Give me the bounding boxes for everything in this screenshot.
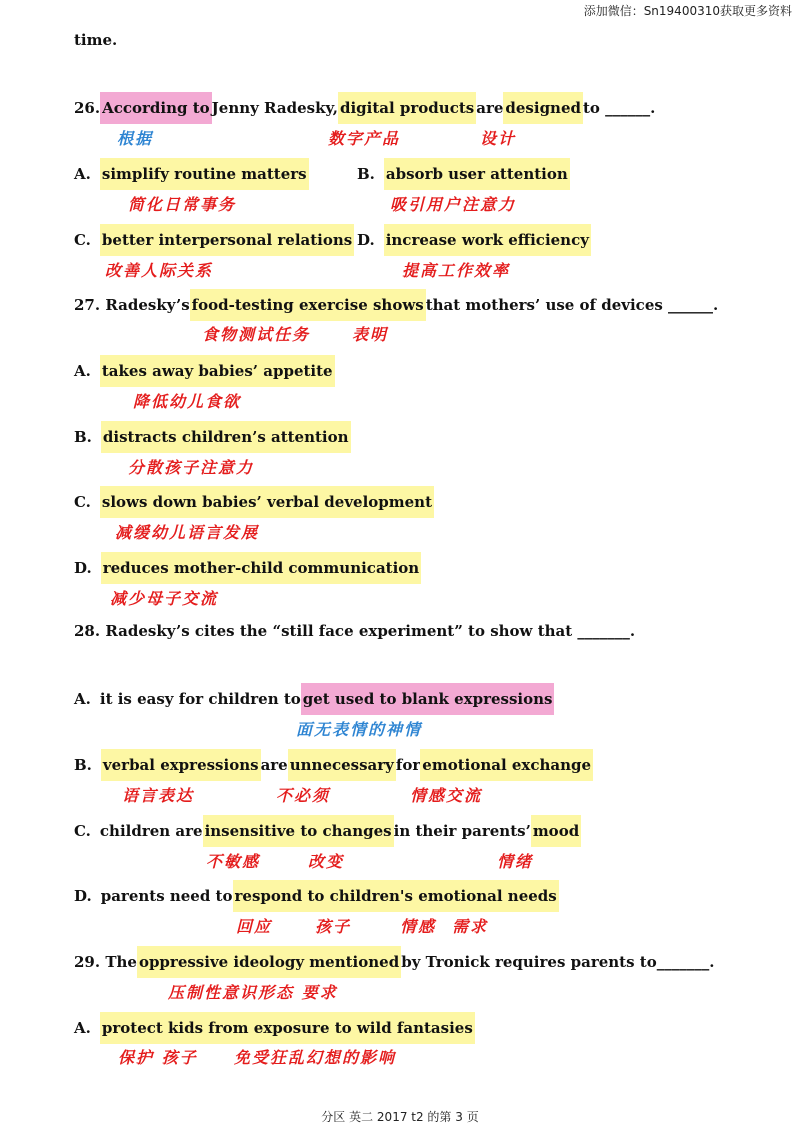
page-footer: 分区 英二 2017 t2 的第 3 页 <box>321 1110 479 1124</box>
top-line: time. <box>74 31 118 49</box>
q28-note-d3: 情感 <box>400 917 437 936</box>
q27-option-d: D. reduces mother-child communication <box>74 552 421 578</box>
q26-note-digital: 数字产品 <box>328 129 401 148</box>
q28-stem: 28. Radesky’s cites the “still face experiment” to show that _______. <box>74 622 636 640</box>
q28-note-b2: 不必须 <box>276 786 331 805</box>
q28-note-c1: 不敏感 <box>206 852 261 871</box>
q28-option-c: C. children areinsensitive to changesin their parents’mood <box>74 815 581 841</box>
q28-note-d4: 需求 <box>452 917 489 936</box>
q28-note-c3: 情绪 <box>497 852 534 871</box>
q28-option-d: D. parents need torespond to children's emotional needs <box>74 880 559 906</box>
q27-note-c: 减缓幼儿语言发展 <box>115 523 260 542</box>
q28-note-b1: 语言表达 <box>122 786 195 805</box>
q26-option-c: C. better interpersonal relations <box>74 224 354 250</box>
q27-note-shows: 表明 <box>352 325 389 344</box>
q29-option-a: A. protect kids from exposure to wild fantasies <box>74 1012 475 1038</box>
q27-note-food: 食物测试任务 <box>202 325 311 344</box>
q28-note-a: 面无表情的神情 <box>296 720 423 739</box>
q28-note-c2: 改变 <box>308 852 345 871</box>
q26-option-b: B. absorb user attention <box>357 158 570 184</box>
q26-note-according: 根据 <box>117 129 154 148</box>
q27-option-c: C. slows down babies’ verbal development <box>74 486 434 512</box>
q26-note-designed: 设计 <box>480 129 517 148</box>
q28-option-b: B. verbal expressionsareunnecessaryforemotional exchange <box>74 749 593 775</box>
q26-note-c: 改善人际关系 <box>105 261 214 280</box>
q26-note-d: 提高工作效率 <box>402 261 511 280</box>
q28-note-d2: 孩子 <box>315 917 352 936</box>
q29-note: 压制性意识形态 要求 <box>168 983 338 1002</box>
q29-stem: 29. Theoppressive ideology mentionedby Tronick requires parents to_______. <box>74 946 714 972</box>
q27-option-a: A. takes away babies’ appetite <box>74 355 335 381</box>
q27-stem: 27. Radesky’sfood-testing exercise showsthat mothers’ use of devices ______. <box>74 289 718 315</box>
q27-note-d: 减少母子交流 <box>110 589 219 608</box>
q29-note-a2: 免受狂乱幻想的影响 <box>234 1048 397 1067</box>
q26-stem: 26.According toJenny Radesky,digital productsaredesignedto ______. <box>74 92 655 118</box>
q26-note-a: 简化日常事务 <box>128 195 237 214</box>
q27-option-b: B. distracts children’s attention <box>74 421 351 447</box>
q26-option-a: A. simplify routine matters <box>74 158 309 184</box>
q28-option-a: A. it is easy for children toget used to blank expressions <box>74 683 554 709</box>
q27-note-a: 降低幼儿食欲 <box>133 392 242 411</box>
q28-note-b3: 情感交流 <box>410 786 483 805</box>
watermark-text: 添加微信：Sn19400310获取更多资料 <box>583 4 792 18</box>
q27-note-b: 分散孩子注意力 <box>128 458 255 477</box>
q29-note-a1: 保护 孩子 <box>118 1048 198 1067</box>
q26-option-d: D. increase work efficiency <box>357 224 591 250</box>
q26-note-b: 吸引用户注意力 <box>390 195 517 214</box>
q28-note-d1: 回应 <box>236 917 273 936</box>
